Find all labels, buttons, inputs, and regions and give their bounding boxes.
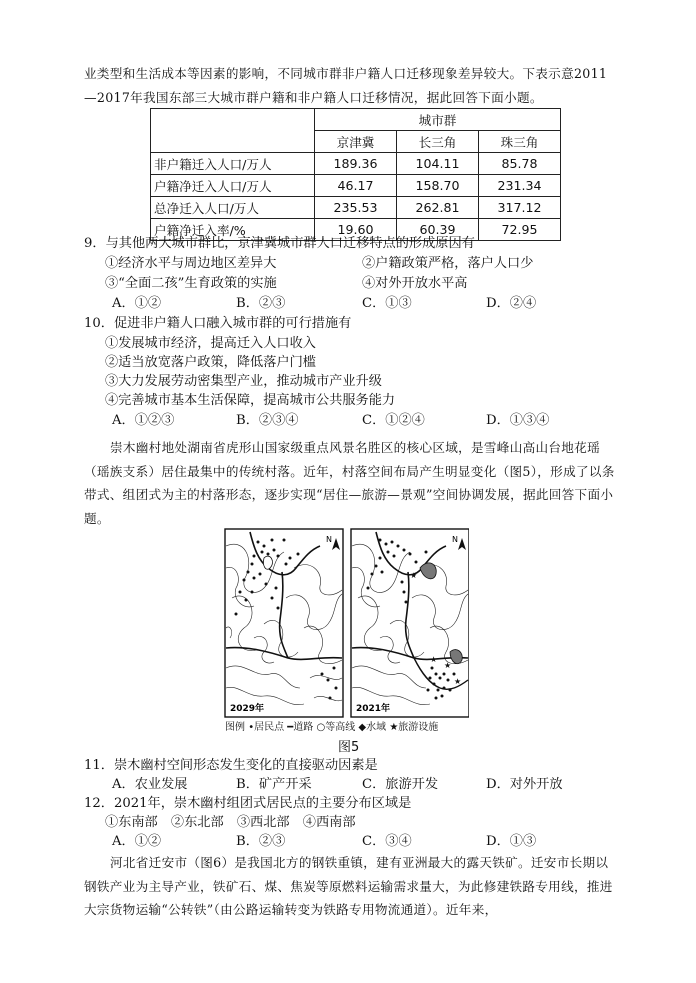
q9-option-c[interactable]: C．①③ <box>362 296 412 311</box>
table-cell: 72.95 <box>479 219 561 241</box>
table-cell: 262.81 <box>397 197 479 219</box>
q12-option-b[interactable]: B．②③ <box>236 834 286 849</box>
legend-settlement: •居民点 <box>248 722 285 733</box>
map-left <box>225 529 343 717</box>
figure-5-maps <box>224 528 469 734</box>
table-col-header: 京津冀 <box>315 131 397 153</box>
q11-option-d[interactable]: D．对外开放 <box>486 777 563 792</box>
svg-text:★: ★ <box>444 661 452 670</box>
intro2-paragraph: 崇木幽村地处湖南省虎形山国家级重点风景名胜区的核心区域，是雪峰山高山台地花瑶（瑶族支系）居住最集中的传统村落。近年，村落空间布局产生明显变化（图5），形成了以条带式、组团式为主的村落形态，逐步实现“居住—旅游—景观”空间协调发展，据此回答下面小题。 <box>84 440 615 526</box>
table-row <box>151 197 561 219</box>
q12-option-c[interactable]: C．③④ <box>362 834 412 849</box>
table-cell: 189.36 <box>315 153 397 175</box>
migration-table <box>150 108 561 241</box>
table-group-header: 城市群 <box>315 109 561 131</box>
road-icon: ━ <box>287 722 294 733</box>
legend-label: 图例 <box>225 722 245 733</box>
table-row <box>151 153 561 175</box>
star-icon: ★ <box>389 722 399 733</box>
water-icon: ◆ <box>358 722 367 733</box>
legend-contour: 等高线 <box>325 722 356 733</box>
figure-legend <box>225 718 438 733</box>
q12-items: ①东南部 ②东北部 ③西北部 ④西南部 <box>105 815 356 830</box>
table-col-header: 珠三角 <box>479 131 561 153</box>
row-label: 户籍净迁入人口/万人 <box>151 175 315 197</box>
map-right <box>351 529 469 717</box>
row-label: 总净迁入人口/万人 <box>151 197 315 219</box>
table-cell: 158.70 <box>397 175 479 197</box>
q9-item-4: ④对外开放水平高 <box>362 276 468 291</box>
table-cell: 231.34 <box>479 175 561 197</box>
figure-caption: 图5 <box>338 740 360 755</box>
intro3-paragraph: 河北省迁安市（图6）是我国北方的钢铁重镇，建有亚洲最大的露天铁矿。迁安市长期以钢铁产业为主导产业，铁矿石、煤、焦炭等原燃料运输需求量大，为此修建铁路专用线，推进大宗货物运输“公转铁”（由公路运输转变为铁路专用物流通道）。近年来， <box>84 855 613 917</box>
contour-icon: ○ <box>316 722 326 733</box>
q12-option-a[interactable]: A．①② <box>112 834 162 849</box>
q9-item-2: ②户籍政策严格，落户人口少 <box>362 256 534 271</box>
q10-item-1: ①发展城市经济，提高迁入人口收入 <box>105 336 316 351</box>
q9-item-3: ③“全面二孩”生育政策的实施 <box>105 276 277 291</box>
q9-option-b[interactable]: B．②③ <box>236 296 286 311</box>
intro-paragraph: 业类型和生活成本等因素的影响，不同城市群非户籍人口迁移现象差异较大。下表示意2011—2017年我国东部三大城市群户籍和非户籍人口迁移情况，据此回答下面小题。 <box>84 66 608 105</box>
q9-option-a[interactable]: A．①② <box>112 296 162 311</box>
legend-tourism: 旅游设施 <box>398 722 439 733</box>
north-label-right: N <box>452 535 458 544</box>
svg-text:★: ★ <box>410 571 418 580</box>
q10-item-3: ③大力发展劳动密集型产业，推动城市产业升级 <box>105 374 382 389</box>
svg-text:★: ★ <box>430 655 438 664</box>
q9-option-d[interactable]: D．②④ <box>486 296 537 311</box>
svg-text:★: ★ <box>454 677 462 686</box>
q11-option-a[interactable]: A．农业发展 <box>112 777 188 792</box>
table-cell: 19.60 <box>315 219 397 241</box>
q10-option-d[interactable]: D．①③④ <box>486 413 550 428</box>
table-cell: 85.78 <box>479 153 561 175</box>
table-row <box>151 175 561 197</box>
legend-water: 水域 <box>366 722 387 733</box>
q10-item-4: ④完善城市基本生活保障，提高城市公共服务能力 <box>105 393 396 408</box>
north-label-left: N <box>326 535 332 544</box>
row-label: 非户籍迁入人口/万人 <box>151 153 315 175</box>
legend-road: 道路 <box>293 722 314 733</box>
table-cell: 60.39 <box>397 219 479 241</box>
table-cell: 46.17 <box>315 175 397 197</box>
table-col-header: 长三角 <box>397 131 479 153</box>
q12-option-d[interactable]: D．①③ <box>486 834 537 849</box>
map-right-year: 2021年 <box>356 704 391 714</box>
table-corner <box>151 109 315 153</box>
q9-stem: 9．与其他两大城市群比，京津冀城市群人口迁移特点的形成原因有 <box>84 236 475 251</box>
row-label: 户籍净迁入率/% <box>151 219 315 241</box>
map-left-year: 2029年 <box>230 704 265 714</box>
table-cell: 104.11 <box>397 153 479 175</box>
q11-option-b[interactable]: B．矿产开采 <box>236 777 312 792</box>
q10-option-a[interactable]: A．①②③ <box>112 413 175 428</box>
q10-stem: 10．促进非户籍人口融入城市群的可行措施有 <box>84 316 352 331</box>
table-cell: 317.12 <box>479 197 561 219</box>
q12-stem: 12．2021年，崇木幽村组团式居民点的主要分布区域是 <box>84 796 412 811</box>
q9-item-1: ①经济水平与周边地区差异大 <box>105 256 277 271</box>
q10-option-b[interactable]: B．②③④ <box>236 413 299 428</box>
table-cell: 235.53 <box>315 197 397 219</box>
q11-option-c[interactable]: C．旅游开发 <box>362 777 439 792</box>
q10-item-2: ②适当放宽落户政策，降低落户门槛 <box>105 355 316 370</box>
q11-stem: 11．崇木幽村空间形态发生变化的直接驱动因素是 <box>84 758 378 773</box>
q10-option-c[interactable]: C．①②④ <box>362 413 425 428</box>
